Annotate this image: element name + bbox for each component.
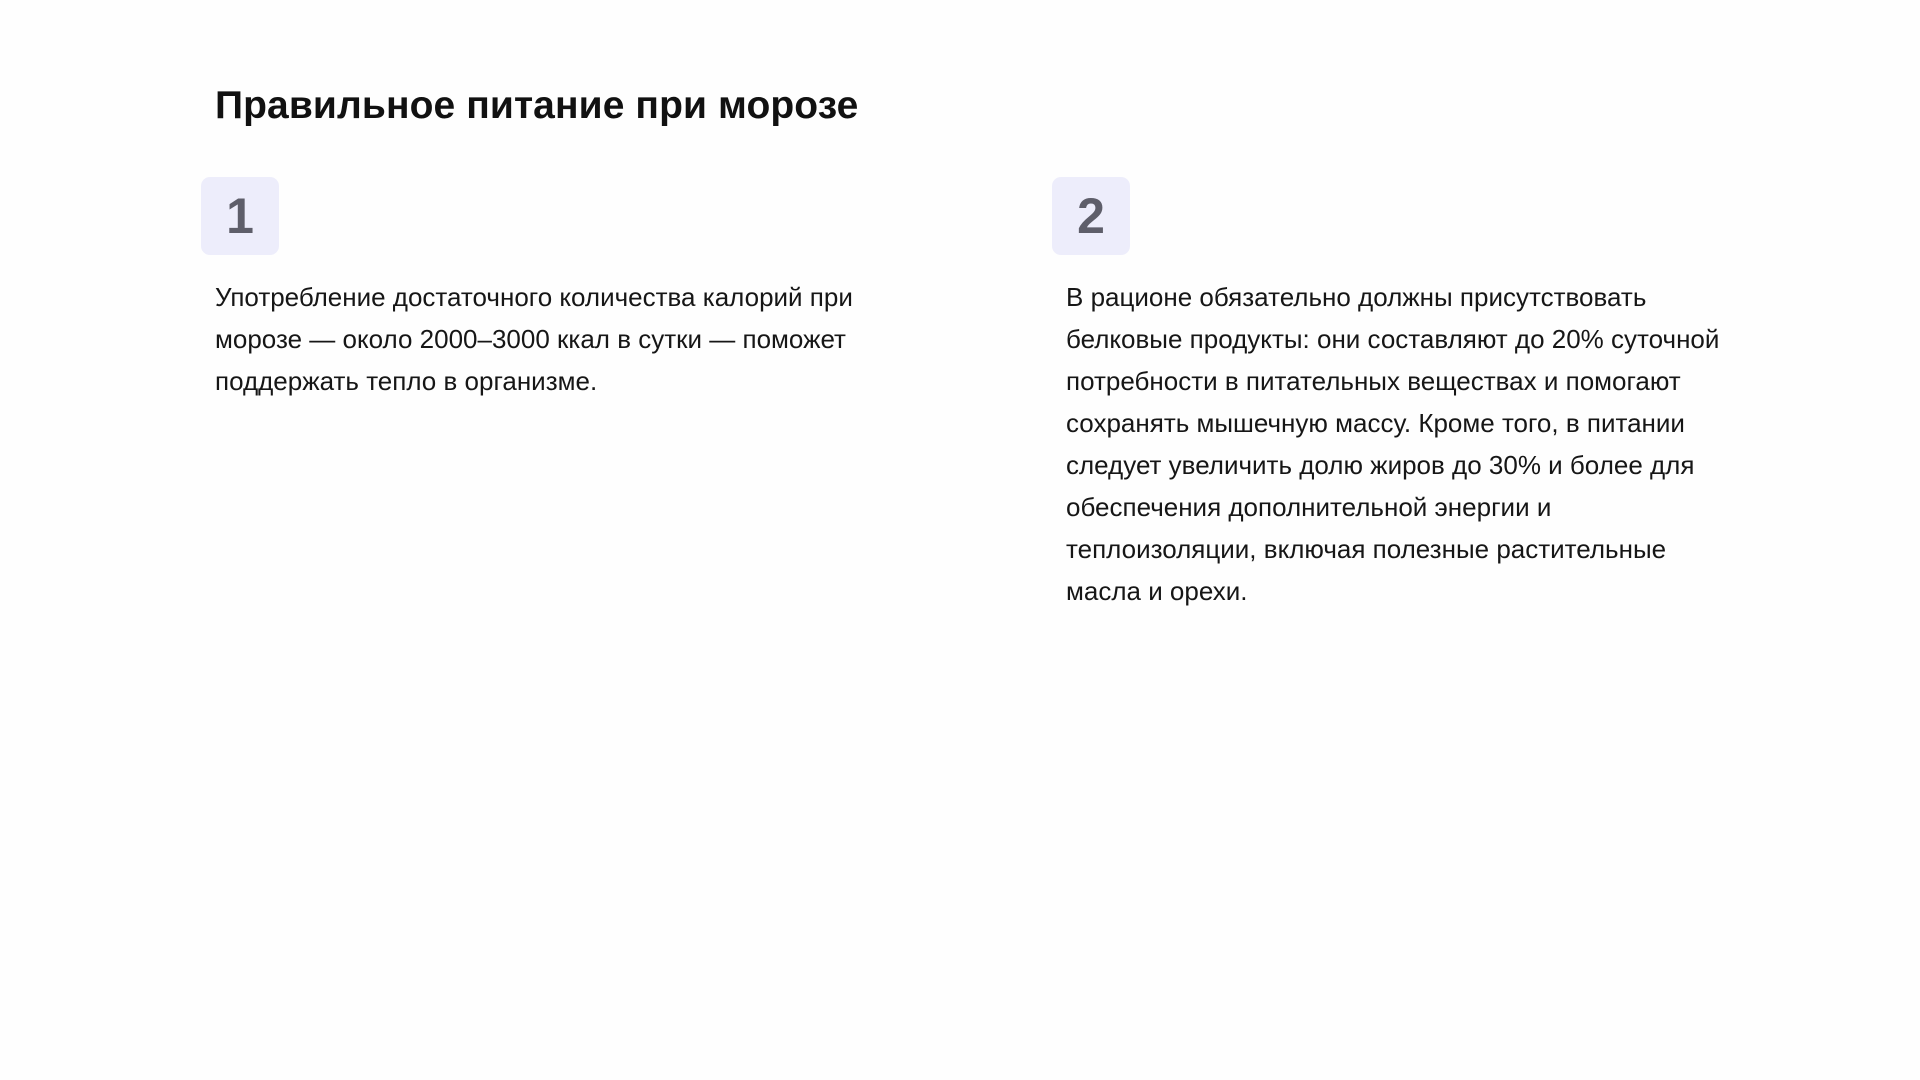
info-card-2 — [1052, 177, 1732, 612]
info-card-1 — [201, 177, 861, 402]
number-badge: 1 — [201, 177, 279, 255]
number-badge: 2 — [1052, 177, 1130, 255]
page-title: Правильное питание при морозе — [215, 84, 859, 127]
card-text: В рационе обязательно должны присутствовать белковые продукты: они составляют до 20% суточной потребности в питательных веществах и помогают сохранять мышечную массу. Кроме того, в питании следует увеличить долю жиров до 30% и более для обеспечения дополнительной энергии и теплоизоляции, включая полезные растительные масла и орехи. — [1066, 282, 1720, 606]
card-text: Употребление достаточного количества калорий при морозе — около 2000–3000 ккал в сутки — поможет поддержать тепло в организме. — [215, 282, 853, 396]
